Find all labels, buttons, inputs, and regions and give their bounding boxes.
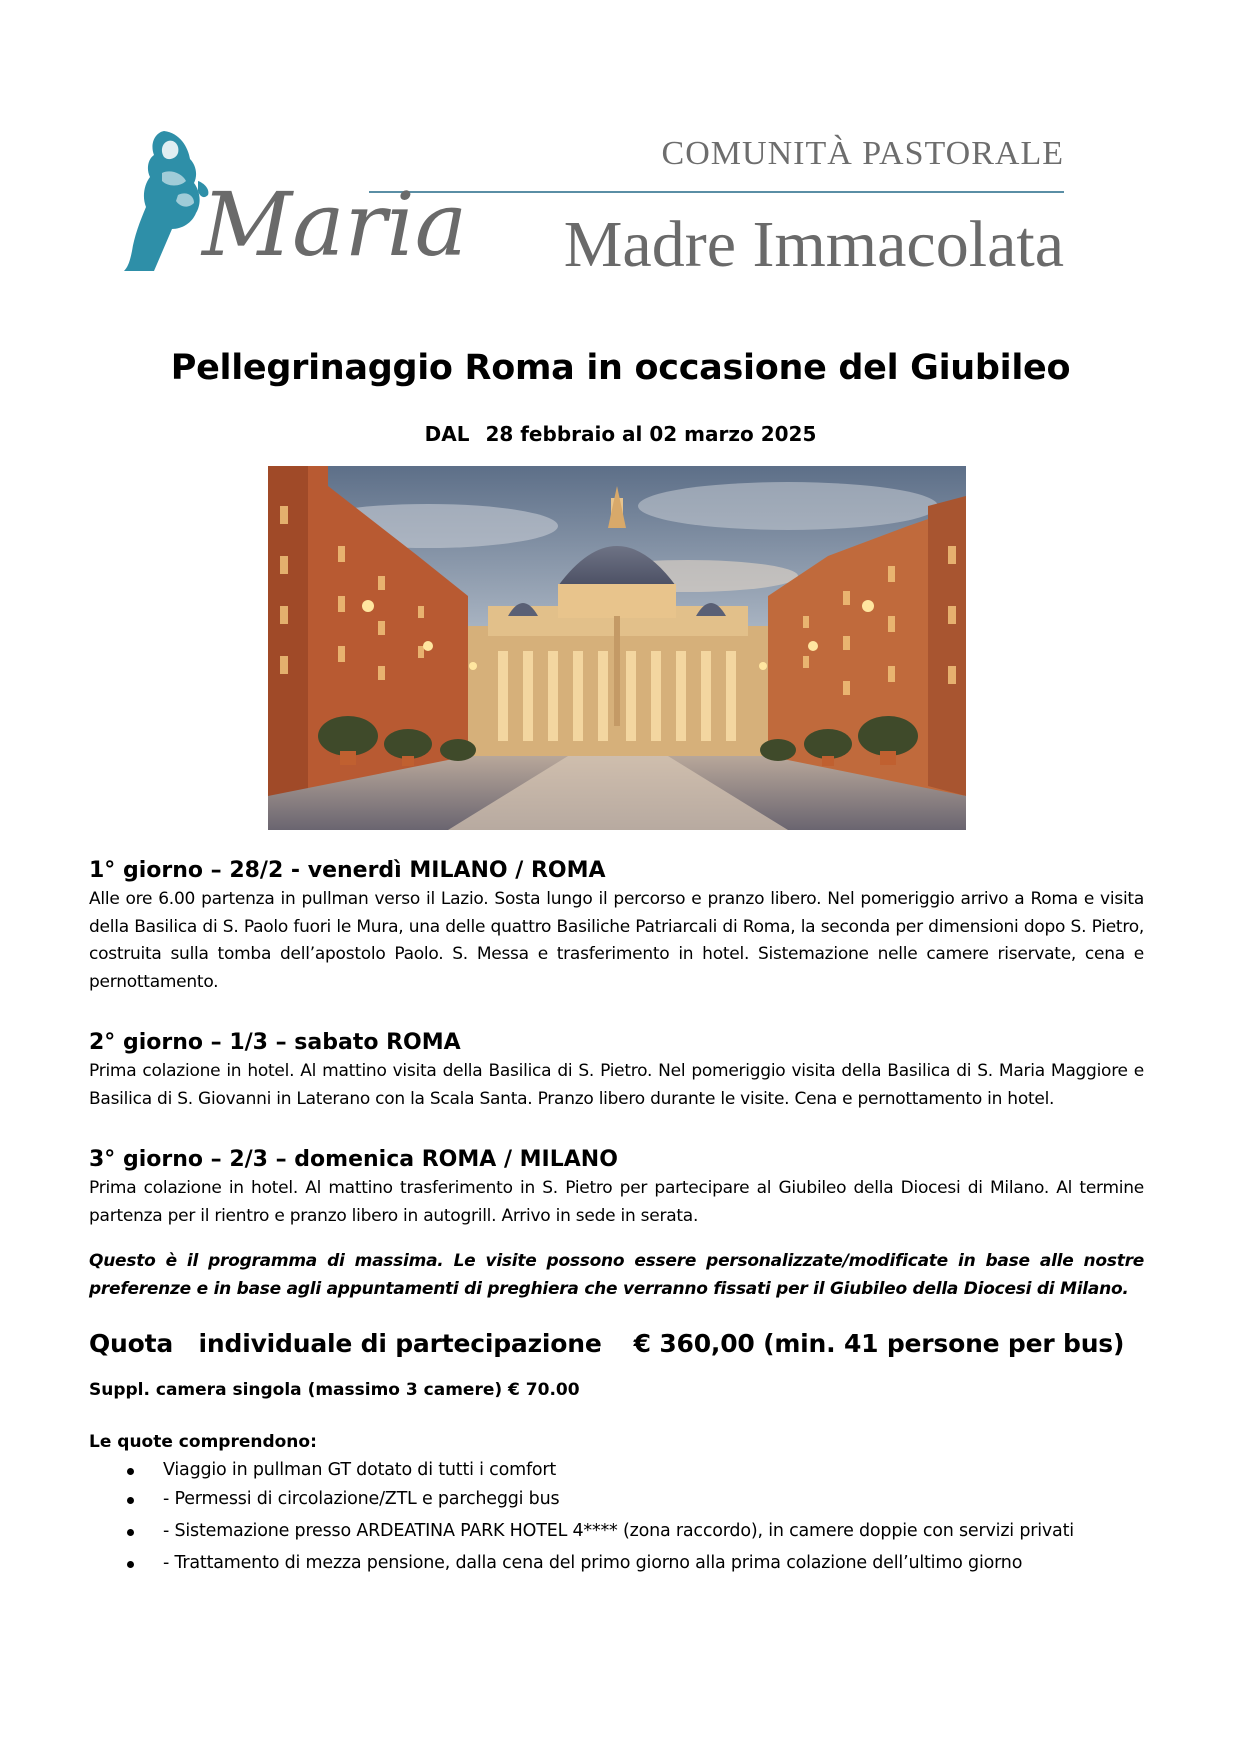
list-item [89,1517,1144,1546]
list-item-text: - Trattamento di mezza pensione, dalla cena del primo giorno alla prima colazione dell’ultimo giorno [163,1553,1023,1573]
itinerary [89,856,1144,1578]
list-item [89,1456,1144,1485]
logo-community-label: COMUNITÀ PASTORALE [661,135,1064,172]
includes-list [89,1456,1144,1578]
includes-heading: Le quote comprendono: [89,1432,317,1452]
single-room-supplement: Suppl. camera singola (massimo 3 camere) € 70.00 [89,1380,580,1400]
dates-range: 28 febbraio al 02 marzo 2025 [485,422,817,446]
parish-logo [124,125,1064,285]
day-3 [89,1145,1144,1230]
program-note: Questo è il programma di massima. Le visite possono essere personalizzate/modificate in base alle nostre preferenze e in base agli appuntamenti di preghiera che verranno fissati per il Giubileo della Diocesi di Milano. [89,1251,1144,1299]
bullet-icon [127,1529,134,1536]
day-description: Prima colazione in hotel. Al mattino visita della Basilica di S. Pietro. Nel pomeriggio visita della Basilica di S. Maria Maggiore e Basilica di S. Giovanni in Laterano con la Scala Santa. Pranzo libero durante le visite. Cena e pernottamento in hotel. [89,1061,1144,1109]
price-line [89,1329,1144,1358]
bullet-icon [127,1561,134,1568]
day-heading: 1° giorno – 28/2 - venerdì MILANO / ROMA [89,858,606,883]
logo-script-word: Maria [202,173,468,276]
st-peters-photo [268,466,966,830]
trip-dates [0,422,1241,446]
day-description: Alle ore 6.00 partenza in pullman verso il Lazio. Sosta lungo il percorso e pranzo libero. Nel pomeriggio arrivo a Roma e visita della Basilica di S. Paolo fuori le Mura, una delle quattro Basiliche Patriarcali di Roma, la seconda per dimensioni dopo S. Pietro, costruita sulla tomba dell’apostolo Paolo. S. Messa e trasferimento in hotel. Sistemazione nelle camere riservate, cena e pernottamento. [89,889,1144,992]
list-item [89,1549,1144,1578]
day-description: Prima colazione in hotel. Al mattino trasferimento in S. Pietro per partecipare al Giubileo della Diocesi di Milano. Al termine partenza per il rientro e pranzo libero in autogrill. Arrivo in sede in serata. [89,1178,1144,1226]
list-item [89,1485,1144,1514]
day-heading: 3° giorno – 2/3 – domenica ROMA / MILANO [89,1147,618,1172]
price-label: Quota individuale di partecipazione [89,1329,602,1358]
list-item-text: - Permessi di circolazione/ZTL e parcheggi bus [163,1489,560,1509]
day-1 [89,856,1144,996]
page-title: Pellegrinaggio Roma in occasione del Giubileo [170,348,1071,388]
price-value: € 360,00 (min. 41 persone per bus) [633,1329,1125,1358]
list-item-text: Viaggio in pullman GT dotato di tutti i comfort [163,1460,557,1480]
logo-name: Madre Immacolata [563,208,1064,281]
day-heading: 2° giorno – 1/3 – sabato ROMA [89,1030,461,1055]
bullet-icon [127,1468,134,1475]
logo-divider [369,191,1064,193]
dates-label: DAL [424,422,470,446]
day-2 [89,1028,1144,1113]
bullet-icon [127,1497,134,1504]
list-item-text: - Sistemazione presso ARDEATINA PARK HOTEL 4**** (zona raccordo), in camere doppie con servizi privati [163,1521,1074,1541]
